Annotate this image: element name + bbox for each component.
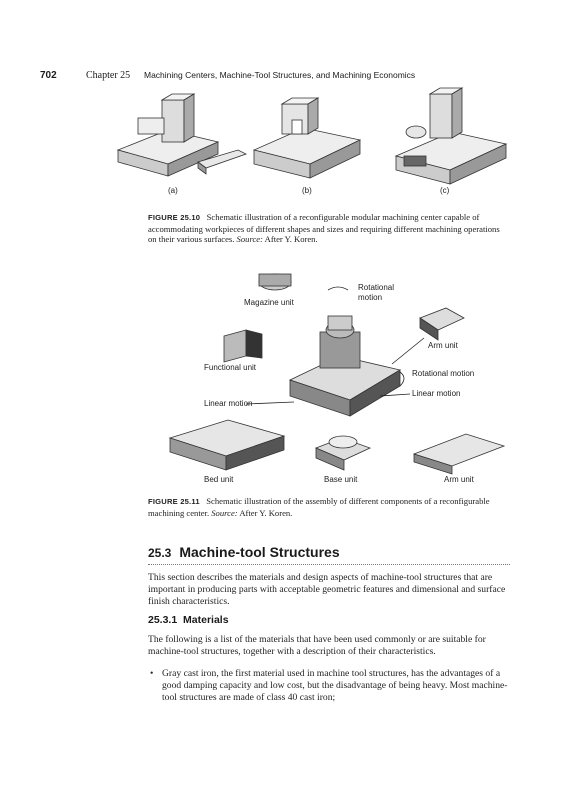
panel-b-label: (b) [302,186,312,195]
label-magazine-unit: Magazine unit [244,298,294,307]
label-rotational-motion-top-2: motion [358,293,383,302]
caption-label: FIGURE 25.10 [148,213,201,222]
label-arm-unit-bottom: Arm unit [444,475,474,484]
subsection-intro: The following is a list of the materials that have been used commonly or are suitable for machine-tool structures, together with a description of their characteristics. [148,634,486,657]
figure-25-10-illustration [0,80,565,200]
figure-25-11-caption [148,496,510,518]
page-number: 702 [40,70,57,81]
label-base-unit: Base unit [324,475,358,484]
machine-c-drawing [396,88,506,184]
bullet-gray-cast-iron [150,668,512,704]
section-intro: This section describes the materials and design aspects of machine-tool structures that are important in producing parts with acceptable geometric features and dimensional and surface finish characteristics. [148,572,506,607]
bullet-text: the first material used in machine tool structures, has the advantages of a good damping capacity and low cost, but the disadvantage of being heavy. Most machine-tool structures are made of class 40 cast iron; [162,668,508,703]
source-label: Source: [211,507,238,518]
section-heading [148,544,340,560]
section-rule [148,564,510,565]
caption-text: Schematic illustration of a reconfigurable modular machining center capable of accommodating workpieces of different shapes and sizes and requiring different machining operations on their various surfaces. [148,212,500,245]
section-title: Machine-tool Structures [179,544,340,560]
source-label: Source: [236,234,263,245]
figure-25-11-labels [0,260,565,490]
subsection-number: 25.3.1 [148,614,178,626]
bullet-dot-icon: • [150,668,154,679]
running-title: Machining Centers, Machine-Tool Structures, and Machining Economics [144,70,416,80]
bullet-term: Gray cast iron, [162,668,219,679]
caption-label: FIGURE 25.11 [148,497,200,506]
label-bed-unit: Bed unit [204,475,234,484]
source-text: After Y. Koren. [239,507,293,518]
chapter-label: Chapter 25 [86,70,131,81]
caption-text: Schematic illustration of the assembly of different components of a reconfigurable machining center. [148,496,490,518]
label-linear-motion-left: Linear motion [204,399,253,408]
label-rotational-motion-top: Rotational [358,283,395,292]
machine-b-drawing [254,98,360,178]
label-linear-motion-right: Linear motion [412,389,461,398]
section-number: 25.3 [148,546,172,560]
subsection-heading [148,614,229,626]
subsection-title: Materials [183,614,229,626]
panel-c-label: (c) [440,186,450,195]
label-functional-unit: Functional unit [204,363,257,372]
label-arm-unit-top: Arm unit [428,341,458,350]
figure-25-10-caption [148,212,510,245]
panel-a-label: (a) [168,186,178,195]
label-rotational-motion-right: Rotational motion [412,369,475,378]
source-text: After Y. Koren. [264,234,318,245]
machine-a-drawing [118,94,246,176]
